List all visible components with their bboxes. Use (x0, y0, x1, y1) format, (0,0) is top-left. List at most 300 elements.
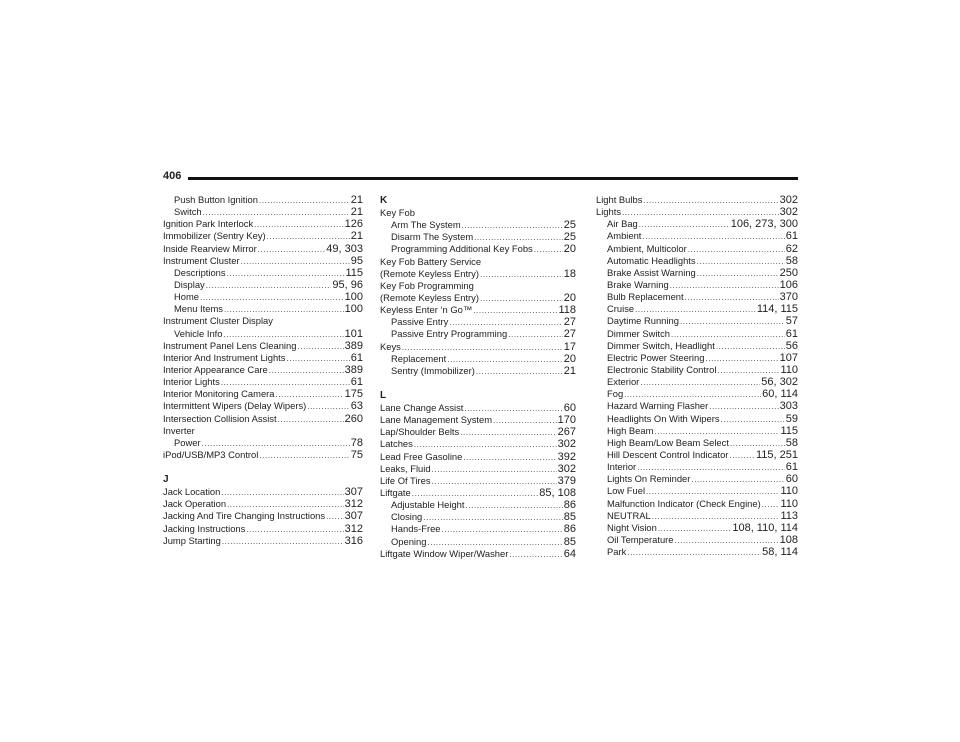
entry-page-reference: 61 (785, 461, 798, 474)
index-entry (163, 218, 363, 230)
entry-term: Latches (380, 438, 413, 450)
index-entry (380, 536, 576, 548)
leader-dots (307, 401, 349, 412)
entry-term: Lane Management System (380, 414, 493, 426)
leader-dots (654, 426, 779, 437)
leader-dots (691, 474, 784, 485)
entry-page-reference: 312 (344, 498, 363, 511)
index-entry (596, 425, 798, 437)
entry-page-reference: 115 (345, 266, 363, 279)
entry-term: Replacement (391, 352, 447, 364)
entry-term: Switch (174, 206, 202, 218)
entry-term: Liftgate (380, 486, 411, 498)
entry-page-reference: 100 (344, 291, 363, 304)
leader-dots (635, 304, 756, 315)
entry-term: Cruise (607, 303, 635, 315)
entry-page-reference: 307 (344, 486, 363, 499)
entry-term: Air Bag (607, 218, 638, 230)
entry-term: Lights On Reminder (607, 473, 691, 485)
entry-page-reference: 58 (785, 254, 798, 267)
index-entry (380, 402, 576, 414)
index-entry (380, 438, 576, 450)
entry-term: Interior Monitoring Camera (163, 388, 275, 400)
leader-dots (414, 439, 557, 450)
index-entry (596, 194, 798, 206)
leader-dots (246, 524, 343, 535)
entry-term: Night Vision (607, 521, 657, 533)
entry-page-reference: 106 (779, 278, 798, 291)
index-entry (596, 376, 798, 388)
entry-term: Intersection Collision Assist (163, 412, 277, 424)
leader-dots (222, 536, 344, 547)
leader-dots (202, 438, 350, 449)
index-entry (163, 291, 363, 303)
leader-dots (259, 195, 350, 206)
entry-term: Display (174, 278, 205, 290)
entry-term: Hill Descent Control Indicator (607, 448, 729, 460)
entry-term: High Beam/Low Beam Select (607, 436, 729, 448)
entry-term: Push Button Ignition (174, 194, 258, 205)
entry-term: Light Bulbs (596, 194, 643, 205)
leader-dots (473, 305, 557, 316)
leader-dots (652, 511, 780, 522)
index-entry (596, 328, 798, 340)
index-entry (380, 451, 576, 463)
leader-dots (224, 304, 344, 315)
entry-page-reference: 64 (563, 547, 576, 560)
index-entry (380, 414, 576, 426)
index-heading: Key Fob Battery Service (380, 255, 482, 267)
entry-term: Lane Change Assist (380, 401, 464, 413)
leader-dots (688, 244, 785, 255)
entry-page-reference: 312 (344, 522, 363, 535)
leader-dots (432, 476, 557, 487)
section-gap (380, 377, 576, 389)
index-column-1 (163, 194, 363, 547)
index-entry (596, 534, 798, 546)
entry-page-reference: 115, 251 (755, 448, 798, 461)
leader-dots (508, 329, 563, 340)
leader-dots (447, 354, 563, 365)
entry-term: High Beam (607, 424, 654, 436)
entry-page-reference: 126 (344, 218, 363, 231)
leader-dots (227, 268, 345, 279)
leader-dots (716, 341, 785, 352)
leader-dots (624, 389, 761, 400)
entry-term: Disarm The System (391, 231, 474, 243)
index-entry (163, 437, 363, 449)
index-entry (596, 437, 798, 449)
index-entry (380, 292, 576, 304)
entry-page-reference: 25 (563, 219, 576, 232)
index-entry (596, 315, 798, 327)
entry-term: Keys (380, 340, 401, 352)
entry-page-reference: 60 (563, 401, 576, 414)
index-entry (163, 486, 363, 498)
index-entry (163, 230, 363, 242)
leader-dots (221, 377, 350, 388)
entry-page-reference: 118 (558, 304, 576, 317)
leader-dots (480, 293, 563, 304)
entry-page-reference: 85 (563, 535, 576, 548)
entry-term: Lights (596, 206, 622, 218)
index-entry (380, 353, 576, 365)
entry-page-reference: 61 (350, 351, 363, 364)
leader-dots (493, 415, 557, 426)
entry-page-reference: 170 (557, 414, 576, 427)
index-entry (596, 546, 798, 558)
entry-page-reference: 86 (563, 523, 576, 536)
index-entry (380, 231, 576, 243)
entry-term: Daytime Running (607, 315, 679, 327)
entry-page-reference: 175 (344, 388, 363, 401)
index-entry (163, 376, 363, 388)
leader-dots (466, 500, 563, 511)
entry-term: Home (174, 291, 200, 303)
leader-dots (685, 292, 779, 303)
index-entry (163, 449, 363, 461)
entry-term: Jacking And Tire Changing Instructions (163, 510, 326, 522)
entry-term: (Remote Keyless Entry) (380, 267, 479, 279)
leader-dots (509, 549, 562, 560)
entry-term: Dimmer Switch, Headlight (607, 339, 715, 351)
entry-page-reference: 85, 108 (539, 486, 576, 499)
entry-term: Leaks, Fluid (380, 462, 431, 474)
entry-page-reference: 57 (785, 315, 798, 328)
entry-term: Menu Items (174, 303, 223, 315)
index-heading: Instrument Cluster Display (163, 315, 273, 327)
entry-page-reference: 114, 115 (756, 303, 798, 316)
entry-term: Low Fuel (607, 485, 646, 497)
index-entry (380, 219, 576, 231)
index-entry (163, 328, 363, 340)
leader-dots (671, 329, 785, 340)
leader-dots (241, 256, 350, 267)
leader-dots (709, 401, 778, 412)
entry-page-reference: 250 (779, 266, 798, 279)
entry-term: Adjustable Height (391, 499, 465, 511)
index-entry (596, 303, 798, 315)
index-entry (163, 498, 363, 510)
entry-term: Jack Operation (163, 498, 227, 510)
entry-page-reference: 86 (563, 499, 576, 512)
leader-dots (206, 280, 332, 291)
entry-term: Oil Temperature (607, 533, 674, 545)
leader-dots (462, 220, 563, 231)
entry-term: Descriptions (174, 266, 226, 278)
index-entry (596, 364, 798, 376)
leader-dots (460, 427, 556, 438)
leader-dots (646, 486, 779, 497)
leader-dots (627, 547, 761, 558)
entry-term: Life Of Tires (380, 474, 431, 486)
index-entry (380, 475, 576, 487)
entry-term: Interior And Instrument Lights (163, 351, 286, 363)
leader-dots (254, 219, 343, 230)
leader-dots (463, 452, 556, 463)
leader-dots (297, 341, 343, 352)
leader-dots (637, 462, 785, 473)
entry-page-reference: 302 (557, 438, 576, 451)
entry-page-reference: 95, 96 (332, 278, 363, 291)
index-entry (596, 413, 798, 425)
index-heading: Key Fob Programming (380, 279, 474, 291)
leader-dots (449, 317, 562, 328)
leader-dots (640, 377, 760, 388)
index-entry (380, 243, 576, 255)
entry-term: Interior Appearance Care (163, 363, 268, 375)
leader-dots (717, 365, 779, 376)
entry-page-reference: 61 (785, 230, 798, 243)
leader-dots (423, 512, 562, 523)
entry-page-reference: 101 (344, 327, 363, 340)
entry-term: Electronic Stability Control (607, 363, 717, 375)
entry-page-reference: 106, 273, 300 (730, 218, 798, 231)
entry-page-reference: 78 (350, 436, 363, 449)
entry-term: Brake Assist Warning (607, 266, 696, 278)
index-entry (380, 316, 576, 328)
index-entry (380, 328, 576, 340)
leader-dots (480, 269, 563, 280)
index-column-3 (596, 194, 798, 558)
entry-page-reference: 60 (785, 473, 798, 486)
entry-page-reference: 27 (563, 328, 576, 341)
entry-term: (Remote Keyless Entry) (380, 291, 479, 303)
entry-term: Park (607, 546, 627, 558)
leader-dots (412, 488, 539, 499)
index-entry (596, 485, 798, 497)
index-entry (596, 206, 798, 218)
entry-page-reference: 17 (563, 340, 576, 353)
entry-term: Hazard Warning Flasher (607, 400, 709, 412)
leader-dots (474, 232, 563, 243)
leader-dots (200, 292, 344, 303)
leader-dots (705, 353, 778, 364)
leader-dots (227, 499, 344, 510)
entry-page-reference: 389 (344, 339, 363, 352)
entry-page-reference: 392 (557, 450, 576, 463)
entry-page-reference: 302 (557, 462, 576, 475)
index-entry (163, 364, 363, 376)
entry-page-reference: 267 (557, 426, 576, 439)
index-entry (380, 304, 576, 316)
entry-page-reference: 58, 114 (762, 546, 798, 559)
index-entry (163, 255, 363, 267)
entry-term: Closing (391, 511, 423, 523)
entry-term: Hands-Free (391, 523, 441, 535)
index-entry (380, 365, 576, 377)
entry-term: Ambient, Multicolor (607, 242, 687, 254)
entry-page-reference: 100 (344, 303, 363, 316)
entry-term: Headlights On With Wipers (607, 412, 720, 424)
leader-dots (721, 414, 785, 425)
entry-term: Lap/Shoulder Belts (380, 426, 460, 438)
index-entry (596, 352, 798, 364)
leader-dots (221, 487, 343, 498)
entry-term: Ambient (607, 230, 642, 242)
leader-dots (223, 329, 343, 340)
leader-dots (622, 207, 779, 218)
index-heading: Inverter (163, 424, 195, 436)
leader-dots (697, 256, 785, 267)
index-entry (163, 400, 363, 412)
entry-term: Arm The System (391, 219, 461, 231)
leader-dots (643, 195, 778, 206)
index-entry (380, 341, 576, 353)
leader-dots (269, 365, 344, 376)
entry-page-reference: 108 (779, 533, 798, 546)
entry-page-reference: 115 (780, 424, 798, 437)
entry-page-reference: 260 (344, 412, 363, 425)
leader-dots (642, 231, 784, 242)
index-entry (380, 523, 576, 535)
leader-dots (267, 231, 350, 242)
entry-page-reference: 110 (780, 363, 798, 376)
leader-dots (278, 414, 344, 425)
entry-term: Electric Power Steering (607, 351, 705, 363)
entry-page-reference: 61 (785, 327, 798, 340)
leader-dots (402, 342, 563, 353)
leader-dots (534, 244, 563, 255)
index-entry (596, 461, 798, 473)
entry-page-reference: 110 (780, 485, 798, 498)
entry-page-reference: 107 (779, 351, 798, 364)
entry-term: Brake Warning (607, 278, 669, 290)
header-rule (188, 177, 798, 180)
section-gap (163, 461, 363, 473)
entry-page-reference: 27 (563, 316, 576, 329)
index-entry (163, 535, 363, 547)
index-entry (380, 268, 576, 280)
index-entry (596, 243, 798, 255)
section-letter: J (163, 474, 169, 486)
entry-term: Interior (607, 461, 637, 473)
entry-term: NEUTRAL (607, 509, 651, 521)
index-entry (596, 473, 798, 485)
leader-dots (432, 464, 557, 475)
entry-page-reference: 59 (785, 412, 798, 425)
index-entry (163, 267, 363, 279)
section-letter: L (380, 389, 387, 401)
index-entry (163, 340, 363, 352)
index-entry (596, 255, 798, 267)
entry-term: Malfunction Indicator (Check Engine) (607, 497, 761, 509)
entry-term: Programming Additional Key Fobs (391, 243, 533, 255)
index-entry (163, 388, 363, 400)
entry-page-reference: 56, 302 (761, 376, 798, 389)
entry-page-reference: 85 (563, 511, 576, 524)
entry-term: Lead Free Gasoline (380, 450, 463, 462)
entry-page-reference: 303 (779, 400, 798, 413)
index-entry (163, 413, 363, 425)
entry-term: Liftgate Window Wiper/Washer (380, 547, 509, 559)
entry-page-reference: 20 (563, 243, 576, 256)
index-entry (380, 499, 576, 511)
entry-term: Jacking Instructions (163, 522, 246, 534)
leader-dots (442, 524, 563, 535)
entry-page-reference: 379 (557, 474, 576, 487)
entry-term: Fog (607, 388, 624, 400)
entry-page-reference: 389 (344, 363, 363, 376)
entry-page-reference: 302 (779, 194, 798, 206)
leader-dots (276, 389, 344, 400)
entry-term: Power (174, 436, 201, 448)
index-entry (380, 463, 576, 475)
leader-dots (658, 523, 731, 534)
entry-page-reference: 60, 114 (762, 388, 798, 401)
entry-page-reference: 21 (350, 194, 363, 206)
leader-dots (464, 403, 562, 414)
entry-page-reference: 62 (785, 242, 798, 255)
entry-term: iPod/USB/MP3 Control (163, 448, 259, 460)
leader-dots (729, 450, 755, 461)
entry-page-reference: 302 (779, 206, 798, 219)
index-entry (163, 243, 363, 255)
leader-dots (258, 244, 326, 255)
entry-page-reference: 21 (563, 364, 576, 377)
entry-page-reference: 75 (350, 448, 363, 461)
index-entry (163, 279, 363, 291)
entry-page-reference: 20 (563, 352, 576, 365)
entry-term: Passive Entry Programming (391, 328, 508, 340)
entry-term: Sentry (Immobilizer) (391, 364, 475, 376)
entry-page-reference: 113 (780, 509, 798, 522)
entry-term: Passive Entry (391, 316, 449, 328)
entry-page-reference: 21 (350, 230, 363, 243)
index-entry (596, 230, 798, 242)
entry-term: Opening (391, 535, 427, 547)
entry-term: Intermittent Wipers (Delay Wipers) (163, 400, 307, 412)
entry-page-reference: 61 (350, 376, 363, 389)
index-entry (380, 487, 576, 499)
index-entry (596, 400, 798, 412)
index-entry (163, 352, 363, 364)
index-entry (596, 498, 798, 510)
index-entry (596, 449, 798, 461)
index-entry (596, 267, 798, 279)
leader-dots (476, 366, 563, 377)
index-entry (163, 303, 363, 315)
entry-term: Immobilizer (Sentry Key) (163, 230, 266, 242)
index-entry (163, 194, 363, 206)
leader-dots (675, 535, 779, 546)
index-entry (596, 291, 798, 303)
index-entry (596, 340, 798, 352)
leader-dots (697, 268, 779, 279)
leader-dots (326, 511, 344, 522)
entry-term: Inside Rearview Mirror (163, 242, 257, 254)
entry-term: Instrument Panel Lens Cleaning (163, 339, 297, 351)
index-entry (380, 548, 576, 560)
entry-term: Bulb Replacement (607, 291, 684, 303)
section-letter: K (380, 195, 388, 206)
entry-page-reference: 307 (344, 510, 363, 523)
leader-dots (203, 207, 350, 218)
index-entry (380, 426, 576, 438)
entry-page-reference: 110 (780, 497, 798, 510)
index-entry (163, 206, 363, 218)
entry-page-reference: 58 (785, 436, 798, 449)
leader-dots (286, 353, 349, 364)
entry-term: Vehicle Info (174, 327, 223, 339)
index-heading: Key Fob (380, 207, 415, 218)
leader-dots (680, 316, 785, 327)
index-entry (596, 510, 798, 522)
index-entry (163, 523, 363, 535)
index-entry (596, 279, 798, 291)
entry-page-reference: 21 (350, 206, 363, 219)
leader-dots (762, 499, 780, 510)
